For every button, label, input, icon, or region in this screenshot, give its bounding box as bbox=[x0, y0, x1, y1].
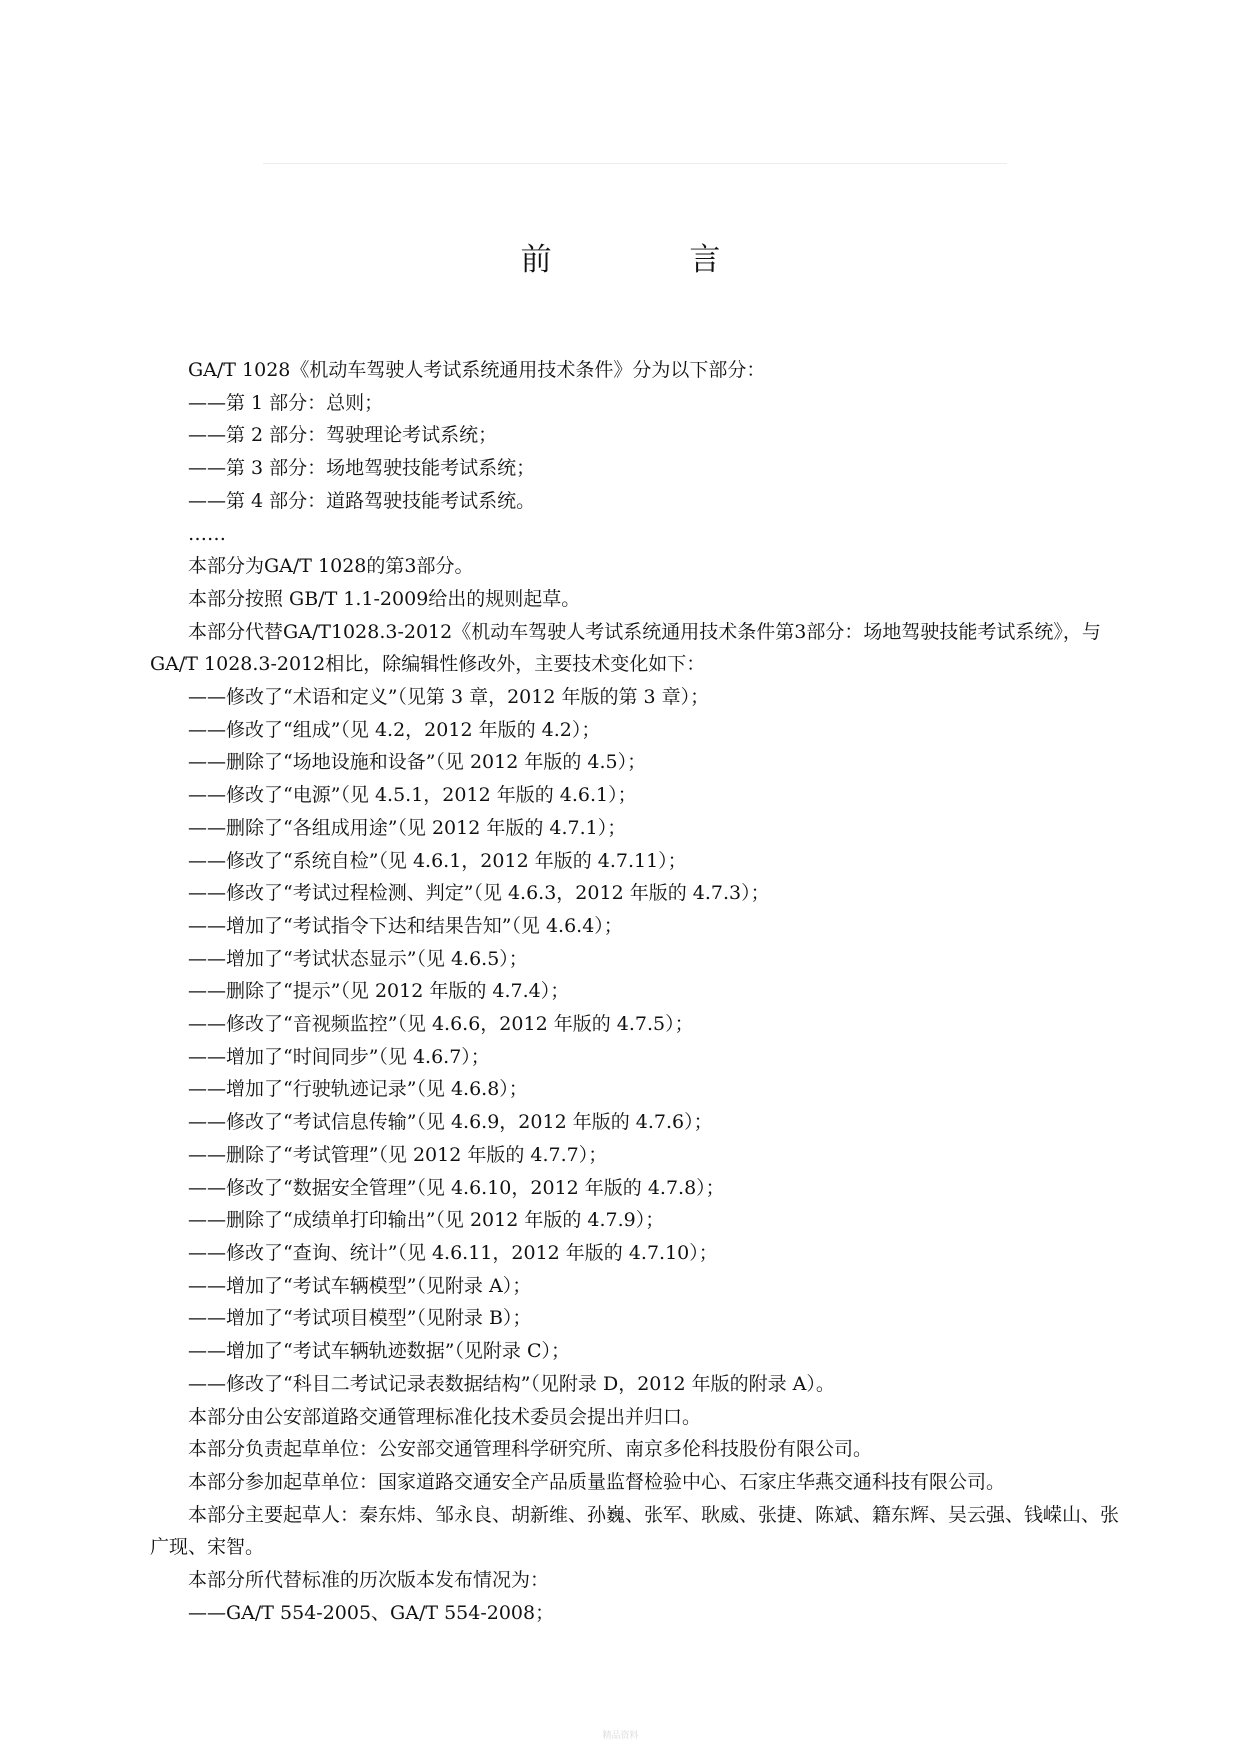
header-rule bbox=[263, 163, 1007, 164]
paragraph: ——修改了“音视频监控”（见 4.6.6，2012 年版的 4.7.5）； bbox=[188, 1013, 694, 1036]
paragraph: ——修改了“考试信息传输”（见 4.6.9，2012 年版的 4.7.6）； bbox=[188, 1111, 713, 1134]
paragraph: ——增加了“考试车辆轨迹数据”（见附录 C）； bbox=[188, 1340, 571, 1363]
paragraph: ——修改了“考试过程检测、判定”（见 4.6.3，2012 年版的 4.7.3）； bbox=[188, 882, 770, 905]
paragraph: 本部分所代替标准的历次版本发布情况为： bbox=[188, 1569, 550, 1592]
paragraph: ——修改了“术语和定义”（见第 3 章，2012 年版的第 3 章）； bbox=[188, 686, 710, 709]
paragraph: ——修改了“科目二考试记录表数据结构”（见附录 D，2012 年版的附录 A）。 bbox=[188, 1372, 835, 1395]
paragraph: ——删除了“场地设施和设备”（见 2012 年版的 4.5）； bbox=[188, 751, 647, 774]
paragraph: ——修改了“数据安全管理”（见 4.6.10，2012 年版的 4.7.8）； bbox=[188, 1176, 725, 1199]
paragraph: 本部分主要起草人：秦东炜、邹永良、胡新维、孙巍、张军、耿威、张捷、陈斌、籍东辉、吴云强、钱嵘山、张广现、宋智。 bbox=[150, 1503, 1120, 1559]
paragraph: ——增加了“时间同步”（见 4.6.7）； bbox=[188, 1045, 490, 1068]
paragraph: 本部分为GA/T 1028的第3部分。 bbox=[188, 555, 474, 578]
paragraph: 本部分由公安部道路交通管理标准化技术委员会提出并归口。 bbox=[188, 1405, 702, 1428]
paragraph: ——修改了“电源”（见 4.5.1，2012 年版的 4.6.1）； bbox=[188, 784, 637, 807]
paragraph: …… bbox=[188, 522, 226, 545]
page-title: 前 言 bbox=[520, 242, 785, 278]
paragraph: GA/T 1028《机动车驾驶人考试系统通用技术条件》分为以下部分： bbox=[188, 359, 766, 381]
paragraph: 本部分按照 GB/T 1.1-2009给出的规则起草。 bbox=[188, 587, 581, 610]
footer-watermark: 精品资料 bbox=[602, 1731, 639, 1741]
document-body bbox=[150, 354, 1130, 1629]
paragraph: ——第 1 部分：总则； bbox=[188, 391, 384, 414]
paragraph: ——第 4 部分：道路驾驶技能考试系统。 bbox=[188, 489, 536, 512]
paragraph: 本部分代替GA/T1028.3-2012《机动车驾驶人考试系统通用技术条件第3部分：场地驾驶技能考试系统》，与GA/T 1028.3-2012相比，除编辑性修改外，主要技术变化如下： bbox=[150, 620, 1101, 676]
paragraph: ——增加了“考试指令下达和结果告知”（见 4.6.4）； bbox=[188, 914, 623, 937]
paragraph: ——修改了“组成”（见 4.2，2012 年版的 4.2）； bbox=[188, 718, 601, 741]
paragraph: ——删除了“成绩单打印输出”（见 2012 年版的 4.7.9）； bbox=[188, 1209, 665, 1232]
paragraph: ——修改了“查询、统计”（见 4.6.11，2012 年版的 4.7.10）； bbox=[188, 1241, 718, 1264]
paragraph: ——增加了“行驶轨迹记录”（见 4.6.8）； bbox=[188, 1078, 528, 1101]
paragraph: ——修改了“系统自检”（见 4.6.1，2012 年版的 4.7.11）； bbox=[188, 849, 687, 872]
paragraph: 本部分参加起草单位：国家道路交通安全产品质量监督检验中心、石家庄华燕交通科技有限公司。 bbox=[188, 1470, 1006, 1493]
paragraph: ——删除了“提示”（见 2012 年版的 4.7.4）； bbox=[188, 980, 570, 1003]
paragraph: ——增加了“考试项目模型”（见附录 B）； bbox=[188, 1307, 532, 1330]
paragraph: ——第 3 部分：场地驾驶技能考试系统； bbox=[188, 457, 536, 480]
paragraph: ——第 2 部分：驾驶理论考试系统； bbox=[188, 424, 498, 447]
paragraph: 本部分负责起草单位：公安部交通管理科学研究所、南京多伦科技股份有限公司。 bbox=[188, 1438, 873, 1461]
paragraph: ——增加了“考试状态显示”（见 4.6.5）； bbox=[188, 947, 528, 970]
paragraph: ——增加了“考试车辆模型”（见附录 A）； bbox=[188, 1274, 532, 1297]
paragraph: ——GA/T 554-2005、GA/T 554-2008； bbox=[188, 1601, 555, 1624]
paragraph: ——删除了“考试管理”（见 2012 年版的 4.7.7）； bbox=[188, 1143, 608, 1166]
paragraph: ——删除了“各组成用途”（见 2012 年版的 4.7.1）； bbox=[188, 816, 627, 839]
